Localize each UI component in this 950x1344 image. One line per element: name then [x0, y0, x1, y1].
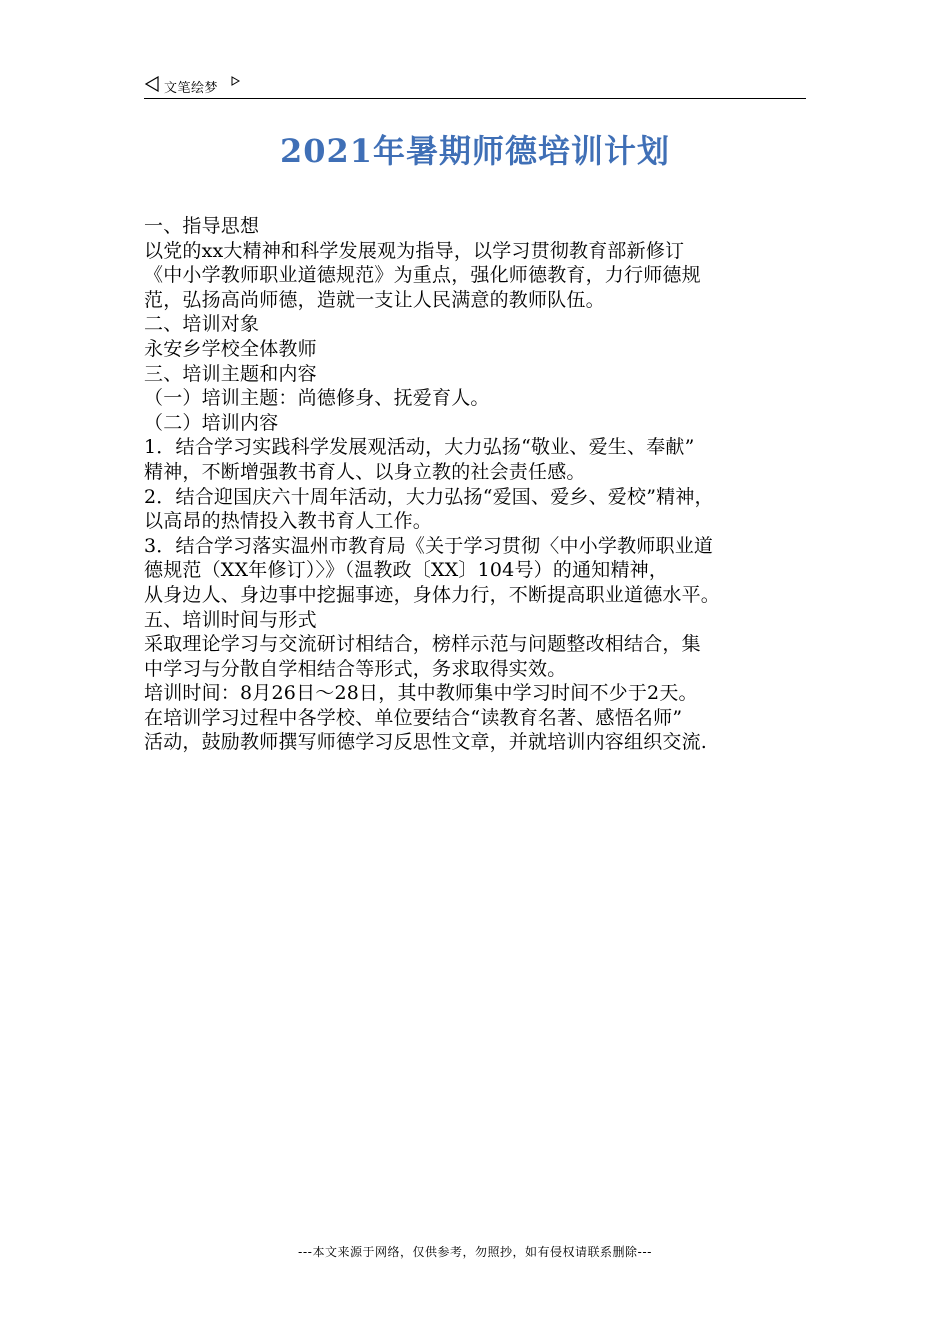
- paragraph-line: 以高昂的热情投入教书育人工作。: [144, 510, 433, 533]
- paragraph-line: 中学习与分散自学相结合等形式，务求取得实效。: [144, 657, 567, 680]
- heading-training-theme: 三、培训主题和内容: [144, 362, 317, 385]
- heading-guiding-thought: 一、指导思想: [144, 215, 260, 237]
- paragraph-line: 2．结合迎国庆六十周年活动，大力弘扬“爱国、爱乡、爱校”精神，: [144, 485, 714, 508]
- heading-training-target: 二、培训对象: [144, 313, 260, 336]
- paragraph-line: 德规范（XX年修订）〉》（温教政〔XX〕104号）的通知精神，: [144, 559, 669, 582]
- paragraph-line: 《中小学教师职业道德规范》为重点，强化师德教育，力行师德规: [144, 264, 701, 287]
- paragraph-line: 以党的xx大精神和科学发展观为指导，以学习贯彻教育部新修订: [144, 239, 685, 262]
- page-header: [144, 74, 806, 99]
- header-brand: 文笔绘梦: [164, 81, 219, 96]
- heading-training-time: 五、培训时间与形式: [144, 608, 317, 631]
- paragraph-line: 培训时间：8月26日～28日，其中教师集中学习时间不少于2天。: [144, 682, 698, 705]
- triangle-left-icon: [144, 76, 160, 92]
- paragraph-line: 从身边人、身边事中挖掘事迹，身体力行，不断提高职业道德水平。: [144, 583, 721, 606]
- document-body: [144, 214, 816, 755]
- paragraph-line: 活动，鼓励教师撰写师德学习反思性文章，并就培训内容组织交流.: [144, 731, 708, 754]
- paragraph-line: 在培训学习过程中各学校、单位要结合“读教育名著、感悟名师”: [144, 706, 683, 729]
- paragraph-line: 3．结合学习落实温州市教育局《关于学习贯彻〈中小学教师职业道: [144, 534, 714, 557]
- paragraph-line: 范，弘扬高尚师德，造就一支让人民满意的教师队伍。: [144, 288, 605, 311]
- paragraph-line: 永安乡学校全体教师: [144, 337, 317, 360]
- paragraph-line: 1．结合学习实践科学发展观活动，大力弘扬“敬业、爱生、奉献”: [144, 436, 695, 459]
- page-footer-disclaimer: ---本文来源于网络，仅供参考，勿照抄，如有侵权请联系删除---: [298, 1245, 652, 1259]
- subheading-theme: （一）培训主题：尚德修身、抚爱育人。: [144, 387, 490, 410]
- document-title: 2021年暑期师德培训计划: [279, 132, 671, 170]
- triangle-right-icon: [230, 76, 240, 86]
- subheading-content: （二）培训内容: [144, 411, 279, 434]
- paragraph-line: 采取理论学习与交流研讨相结合，榜样示范与问题整改相结合，集: [144, 633, 701, 656]
- paragraph-line: 精神，不断增强教书育人、以身立教的社会责任感。: [144, 460, 586, 483]
